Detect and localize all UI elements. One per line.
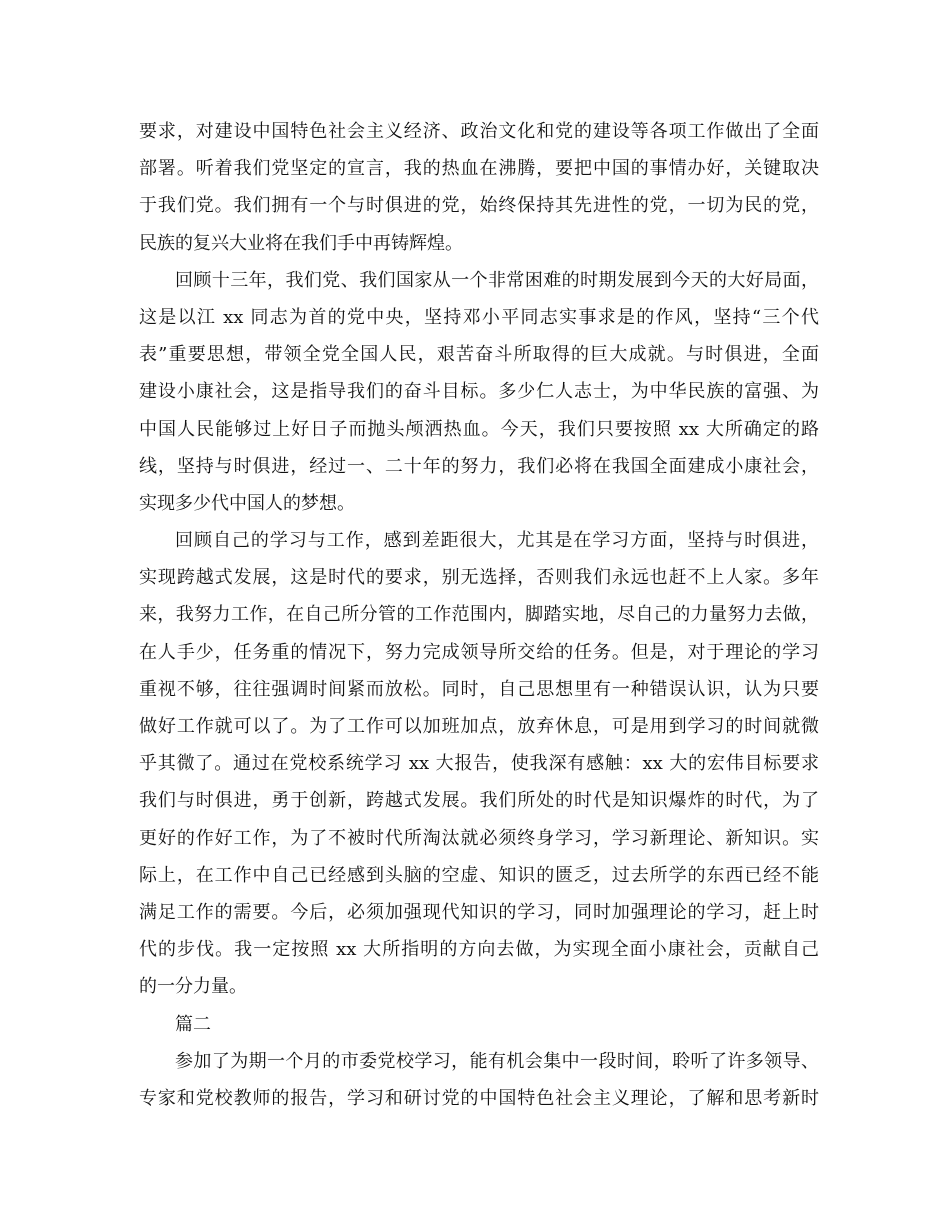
document-text-line: 实现跨越式发展，这是时代的要求，别无选择，否则我们永远也赶不上人家。多年 [139, 567, 819, 589]
document-text-line: 部署。听着我们党坚定的宣言，我的热血在沸腾，要把中国的事情办好，关键取决 [139, 158, 819, 180]
document-text-line: 要求，对建设中国特色社会主义经济、政治文化和党的建设等各项工作做出了全面 [139, 121, 819, 142]
document-text-line: 在人手少，任务重的情况下，努力完成领导所交给的任务。但是，对于理论的学习 [139, 641, 819, 663]
document-text-line: 民族的复兴大业将在我们手中再铸辉煌。 [139, 232, 463, 254]
document-text-line: 线，坚持与时俱进，经过一、二十年的努力，我们必将在我国全面建成小康社会， [139, 455, 819, 477]
document-text-line: 回顾十三年，我们党、我们国家从一个非常困难的时期发展到今天的大好局面， [175, 269, 819, 291]
document-text-line: 乎其微了。通过在党校系统学习 xx 大报告，使我深有感触：xx 大的宏伟目标要求 [139, 753, 819, 775]
document-text-line: 建设小康社会，这是指导我们的奋斗目标。多少仁人志士，为中华民族的富强、为 [139, 381, 819, 403]
document-text-line: 我们与时俱进，勇于创新，跨越式发展。我们所处的时代是知识爆炸的时代，为了 [139, 790, 819, 812]
document-text-line: 更好的作好工作，为了不被时代所淘汰就必须终身学习，学习新理论、新知识。实 [139, 827, 819, 849]
document-text-line: 回顾自己的学习与工作，感到差距很大，尤其是在学习方面，坚持与时俱进， [175, 530, 819, 552]
document-text-line: 做好工作就可以了。为了工作可以加班加点，放弃休息，可是用到学习的时间就微 [139, 716, 819, 737]
document-text-line: 满足工作的需要。今后，必须加强现代知识的学习，同时加强理论的学习，赶上时 [139, 901, 819, 923]
document-text-line: 的一分力量。 [139, 976, 247, 998]
document-text-line: 际上，在工作中自己已经感到头脑的空虚、知识的匮乏，过去所学的东西已经不能 [139, 864, 819, 886]
document-text-line: 参加了为期一个月的市委党校学习，能有机会集中一段时间，聆听了许多领导、 [175, 1050, 819, 1072]
document-body [139, 113, 819, 1117]
document-text-line: 实现多少代中国人的梦想。 [139, 492, 355, 514]
document-text-line: 中国人民能够过上好日子而抛头颅洒热血。今天，我们只要按照 xx 大所确定的路 [139, 418, 819, 440]
document-text-line: 来，我努力工作，在自己所分管的工作范围内，脚踏实地，尽自己的力量努力去做， [139, 604, 819, 626]
document-text-line: 于我们党。我们拥有一个与时俱进的党，始终保持其先进性的党，一切为民的党， [139, 195, 819, 217]
document-text-line: 表”重要思想，带领全党全国人民，艰苦奋斗所取得的巨大成就。与时俱进，全面 [139, 344, 819, 366]
document-text-line: 这是以江 xx 同志为首的党中央，坚持邓小平同志实事求是的作风，坚持“三个代 [139, 306, 819, 328]
document-text-line: 重视不够，往往强调时间紧而放松。同时，自己思想里有一种错误认识，认为只要 [139, 678, 819, 700]
document-text-line: 代的步伐。我一定按照 xx 大所指明的方向去做，为实现全面小康社会，贡献自己 [139, 939, 819, 961]
document-text-line: 专家和党校教师的报告，学习和研讨党的中国特色社会主义理论，了解和思考新时 [139, 1087, 819, 1109]
document-text-line: 篇二 [175, 1013, 211, 1035]
